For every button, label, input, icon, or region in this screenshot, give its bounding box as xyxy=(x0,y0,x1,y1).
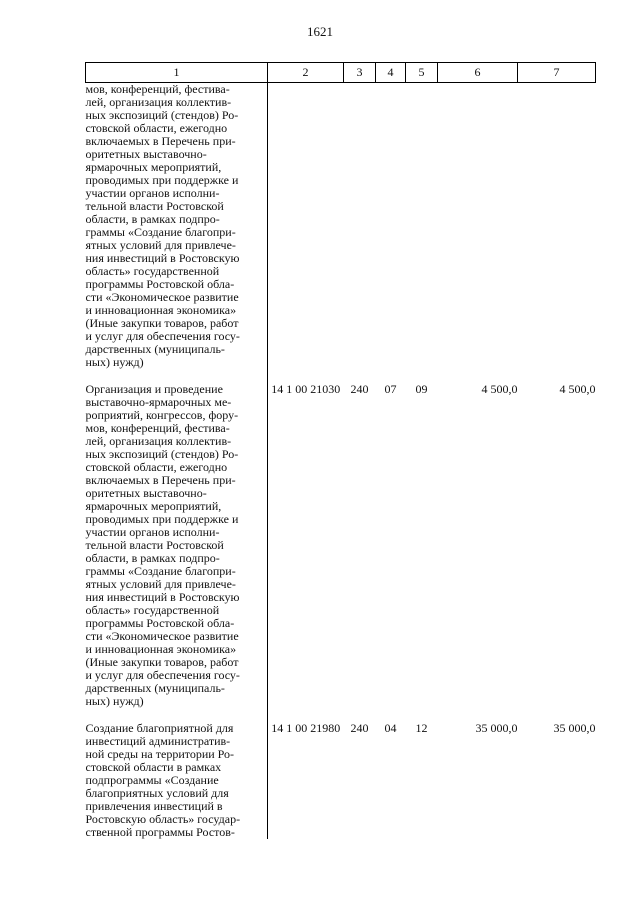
table-row xyxy=(86,369,596,708)
row-expense-type: 240 xyxy=(350,382,369,396)
header-col-6: 6 xyxy=(438,63,518,83)
row-target-code: 14 1 00 21030 xyxy=(271,382,341,396)
row-section: 07 xyxy=(384,382,397,396)
table-row xyxy=(86,708,596,839)
row-description xyxy=(86,83,268,370)
header-col-2: 2 xyxy=(268,63,344,83)
row-amount-1: 4 500,0 xyxy=(481,382,518,396)
row-expense-type xyxy=(344,83,376,370)
row-amount-2: 4 500,0 xyxy=(559,382,596,396)
row-amount-1: 35 000,0 xyxy=(475,721,518,735)
row-amount-2 xyxy=(518,83,596,370)
row-expense-type: 240 xyxy=(350,721,369,735)
table-header-row xyxy=(86,63,596,83)
row-description xyxy=(86,708,268,839)
row-subsection: 09 xyxy=(415,382,428,396)
row-amount-2: 35 000,0 xyxy=(553,721,596,735)
header-col-4: 4 xyxy=(376,63,406,83)
row-description-text: Организация и проведение выставочно-ярмарочных ме- роприятий, конгрессов, фору- мов, конференций, фестива- лей, организация коллектив- ных экспозиций (стендов) Ро- стовской области, ежегодно включаемых в Перечень при- оритетных выставочно- ярмарочных мероприятий, проводимых при поддержке и участии органов исполни- тельной власти Ростовской области, в рамках подпро- граммы «Создание благопри- ятных условий для привлече- ния инвестиций в Ростовскую область» государственной программы Ростовской обла- сти «Экономическое развитие и инновационная экономика» (Иные закупки товаров, работ и услуг для обеспечения госу- дарственных (муниципаль- ных) нужд) xyxy=(85,382,240,708)
header-col-1: 1 xyxy=(86,63,268,83)
row-description-text: Создание благоприятной для инвестиций административ- ной среды на территории Ро- стовской области в рамках подпрограммы «Создание благоприятных условий для привлечения инвестиций в Ростовскую область» государ- ственной программы Ростов- xyxy=(85,721,241,839)
header-col-7: 7 xyxy=(518,63,596,83)
row-target-code: 14 1 00 21980 xyxy=(271,721,341,735)
page-number: 1621 xyxy=(307,24,333,39)
row-subsection: 12 xyxy=(415,721,428,735)
table-row xyxy=(86,83,596,370)
row-description xyxy=(86,369,268,708)
row-target-code xyxy=(268,83,344,370)
row-amount-1 xyxy=(438,83,518,370)
row-section xyxy=(376,83,406,370)
header-col-5: 5 xyxy=(406,63,438,83)
budget-table xyxy=(85,62,596,839)
row-section: 04 xyxy=(384,721,397,735)
row-description-text: мов, конференций, фестива- лей, организация коллектив- ных экспозиций (стендов) Ро- стовской области, ежегодно включаемых в Перечень при- оритетных выставочно- ярмарочных мероприятий, проводимых при поддержке и участии органов исполни- тельной власти Ростовской области, в рамках подпро- граммы «Создание благопри- ятных условий для привлече- ния инвестиций в Ростовскую область» государственной программы Ростовской обла- сти «Экономическое развитие и инновационная экономика» (Иные закупки товаров, работ и услуг для обеспечения госу- дарственных (муниципаль- ных) нужд) xyxy=(85,82,240,369)
header-col-3: 3 xyxy=(344,63,376,83)
row-subsection xyxy=(406,83,438,370)
